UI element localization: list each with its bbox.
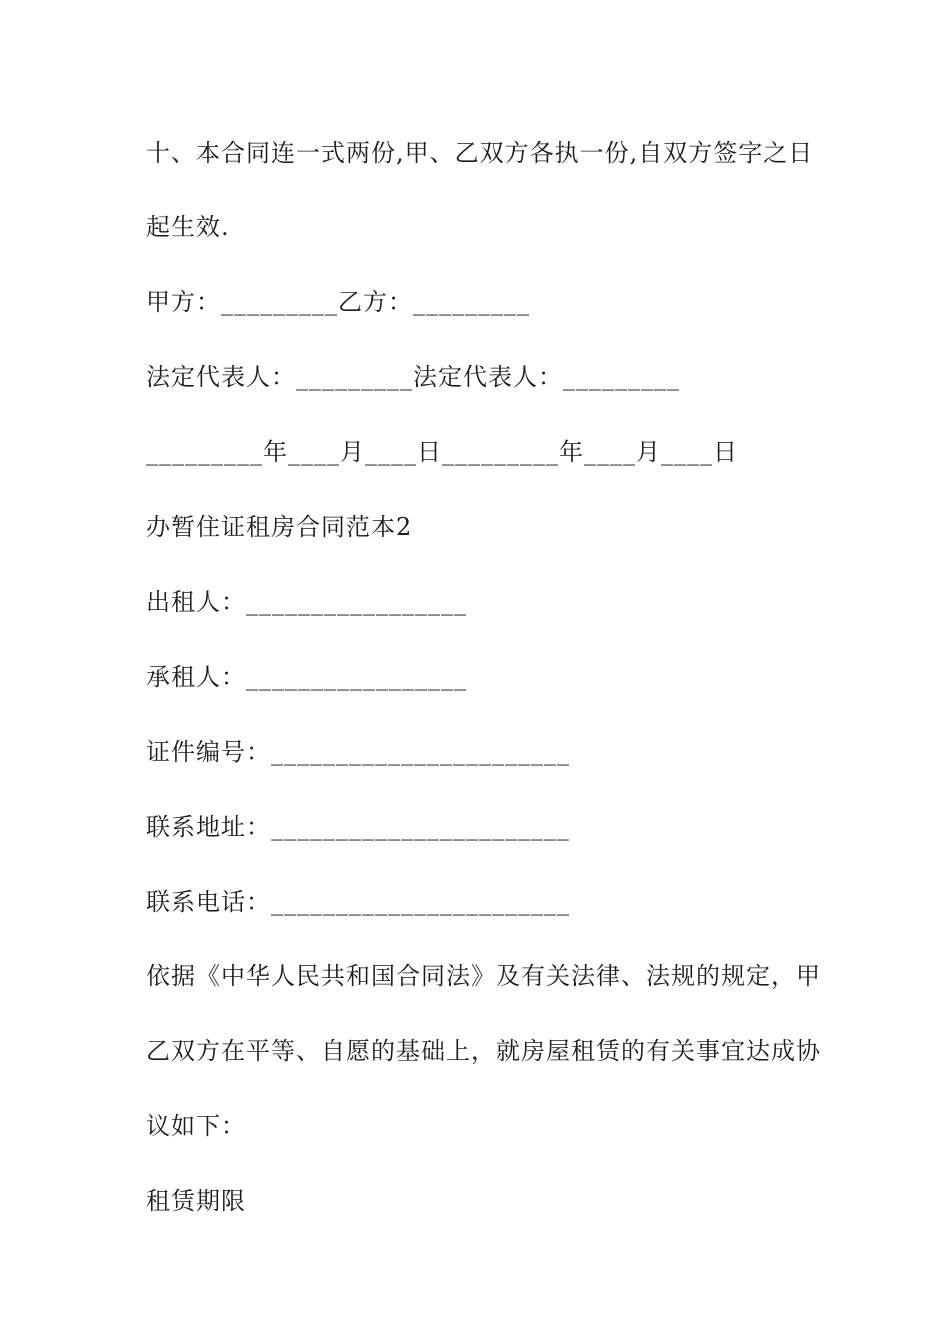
contact-address-field: 联系地址：_______________________ <box>146 813 570 841</box>
party-signature-line: 甲方：_________乙方：_________ <box>146 288 530 316</box>
legal-representative-line: 法定代表人：_________法定代表人：_________ <box>146 363 680 391</box>
lessor-field: 出租人：_________________ <box>146 588 467 616</box>
clause-ten-line-1: 十、本合同连一式两份,甲、乙双方各执一份,自双方签字之日 <box>146 139 814 167</box>
preamble-line-1: 依据《中华人民共和国合同法》及有关法律、法规的规定，甲 <box>146 962 821 990</box>
id-number-field: 证件编号：_______________________ <box>146 738 570 766</box>
preamble-line-2: 乙双方在平等、自愿的基础上，就房屋租赁的有关事宜达成协 <box>146 1037 821 1065</box>
lease-term-heading: 租赁期限 <box>146 1187 246 1215</box>
section-title: 办暂住证租房合同范本2 <box>146 513 413 541</box>
lessee-field: 承租人：_________________ <box>146 663 467 691</box>
date-line: _________年____月____日_________年____月____日 <box>146 438 738 466</box>
preamble-line-3: 议如下： <box>146 1112 246 1140</box>
contact-phone-field: 联系电话：_______________________ <box>146 888 570 916</box>
clause-ten-line-2: 起生效. <box>146 213 230 241</box>
